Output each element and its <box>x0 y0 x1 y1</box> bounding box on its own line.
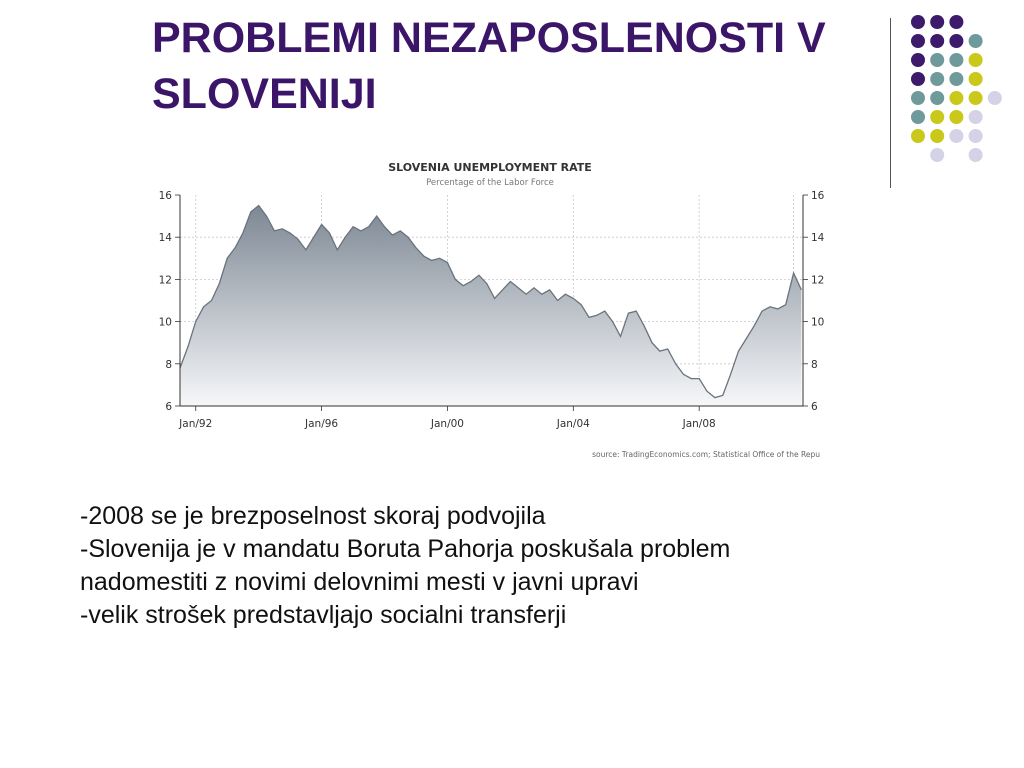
decorative-dot <box>969 53 983 67</box>
y-tick-label-right: 16 <box>811 190 825 202</box>
decorative-dot <box>930 15 944 29</box>
decorative-dot <box>969 34 983 48</box>
bullet-line-3: nadomestiti z novimi delovnimi mesti v javni upravi <box>80 568 639 596</box>
x-tick-label: Jan/96 <box>305 418 339 430</box>
chart-subtitle: Percentage of the Labor Force <box>426 178 554 188</box>
bullet-line-2: -Slovenija je v mandatu Boruta Pahorja poskušala problem <box>80 535 731 563</box>
slide-title-line-2: SLOVENIJI <box>152 70 377 118</box>
decorative-dot <box>930 91 944 105</box>
bullet-line-4: -velik strošek predstavljajo socialni transferji <box>80 601 567 629</box>
y-tick-label: 10 <box>158 316 172 329</box>
y-tick-label: 16 <box>158 190 172 202</box>
decorative-dot <box>930 53 944 67</box>
decorative-dot <box>911 53 925 67</box>
chart-svg <box>140 150 840 470</box>
chart-source: source: TradingEconomics.com; Statistical Office of the Repu <box>592 450 820 459</box>
decorative-dot <box>911 110 925 124</box>
decorative-dot <box>969 148 983 162</box>
x-tick-label: Jan/00 <box>430 418 464 430</box>
decorative-dot <box>911 15 925 29</box>
chart-title: SLOVENIA UNEMPLOYMENT RATE <box>388 161 592 174</box>
y-tick-label-right: 12 <box>811 274 825 287</box>
x-tick-label: Jan/04 <box>556 418 590 430</box>
decorative-dot <box>969 91 983 105</box>
decorative-dot <box>930 72 944 86</box>
y-tick-label-right: 8 <box>811 358 818 371</box>
decorative-dot <box>930 110 944 124</box>
unemployment-area <box>180 206 801 406</box>
bullet-line-1: -2008 se je brezposelnost skoraj podvojila <box>80 502 546 530</box>
decorative-dot <box>949 15 963 29</box>
y-tick-label: 14 <box>158 232 172 245</box>
decorative-dot <box>911 91 925 105</box>
decorative-dot <box>949 72 963 86</box>
decorative-dot <box>949 110 963 124</box>
decorative-dot <box>969 72 983 86</box>
decorative-dot <box>930 129 944 143</box>
bullet-text <box>80 500 980 632</box>
decorative-dot <box>969 110 983 124</box>
y-tick-label: 12 <box>158 274 172 287</box>
decorative-dot <box>949 91 963 105</box>
decorative-dot <box>930 34 944 48</box>
decorative-dot <box>911 34 925 48</box>
y-tick-label-right: 14 <box>811 232 825 245</box>
decorative-dot <box>930 148 944 162</box>
unemployment-chart <box>140 150 840 475</box>
y-tick-label: 8 <box>165 358 172 371</box>
decorative-dot <box>988 91 1002 105</box>
decorative-dot <box>911 72 925 86</box>
x-tick-label: Jan/92 <box>179 418 213 430</box>
decorative-dot <box>949 129 963 143</box>
decorative-dot <box>969 129 983 143</box>
x-tick-label: Jan/08 <box>682 418 716 430</box>
decorative-dot <box>911 129 925 143</box>
decorative-dot <box>949 34 963 48</box>
y-tick-label-right: 10 <box>811 316 825 329</box>
decorative-dot <box>949 53 963 67</box>
y-tick-label-right: 6 <box>811 401 818 413</box>
slide-title-line-1: PROBLEMI NEZAPOSLENOSTI V <box>152 14 826 62</box>
y-tick-label: 6 <box>165 401 172 413</box>
